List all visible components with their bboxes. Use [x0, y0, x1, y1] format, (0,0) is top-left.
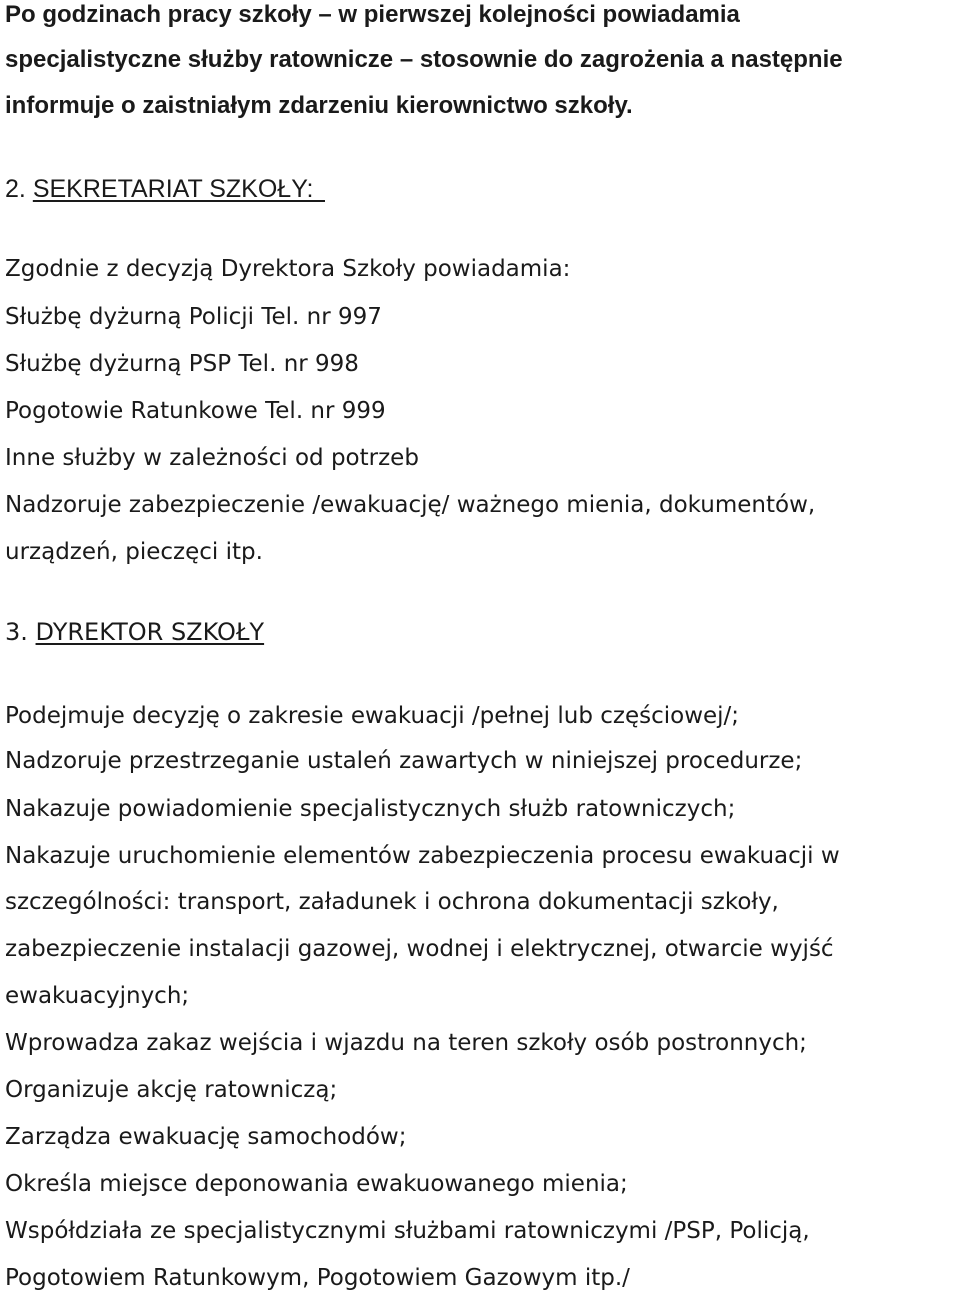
intro-line: informuje o zaistniałym zdarzeniu kierownictwo szkoły. [5, 92, 633, 119]
section-3-line: Organizuje akcję ratowniczą; [5, 1077, 338, 1103]
section-number: 3. [5, 618, 28, 646]
section-3-line: Współdziała ze specjalistycznymi służbami ratowniczymi /PSP, Policją, [5, 1218, 810, 1244]
section-3-line: zabezpieczenie instalacji gazowej, wodnej i elektrycznej, otwarcie wyjść [5, 936, 834, 962]
section-3-heading [5, 617, 264, 647]
section-2-line: Nadzoruje zabezpieczenie /ewakuację/ ważnego mienia, dokumentów, [5, 492, 816, 518]
section-2-line: Inne służby w zależności od potrzeb [5, 445, 419, 471]
section-3-line: Nadzoruje przestrzeganie ustaleń zawartych w niniejszej procedurze; [5, 748, 803, 774]
section-2-line: Służbę dyżurną Policji Tel. nr 997 [5, 304, 382, 330]
heading-underline [313, 199, 325, 202]
section-3-line: ewakuacyjnych; [5, 983, 190, 1009]
section-2-line: urządzeń, pieczęci itp. [5, 539, 263, 565]
intro-line: specjalistyczne służby ratownicze – stosownie do zagrożenia a następnie [5, 46, 843, 73]
section-3-line: Zarządza ewakuację samochodów; [5, 1124, 407, 1150]
section-2-line: Pogotowie Ratunkowe Tel. nr 999 [5, 398, 386, 424]
section-number: 2. [5, 175, 26, 203]
section-3-line: Określa miejsce deponowania ewakuowanego mienia; [5, 1171, 628, 1197]
section-3-line: szczególności: transport, załadunek i ochrona dokumentacji szkoły, [5, 889, 779, 915]
section-3-line: Nakazuje uruchomienie elementów zabezpieczenia procesu ewakuacji w [5, 843, 840, 869]
section-3-line: Podejmuje decyzję o zakresie ewakuacji /pełnej lub częściowej/; [5, 703, 740, 729]
section-title: DYREKTOR SZKOŁY [35, 618, 265, 646]
section-2-heading [5, 174, 325, 204]
section-3-line: Pogotowiem Ratunkowym, Pogotowiem Gazowym itp./ [5, 1265, 630, 1291]
section-3-line: Wprowadza zakaz wejścia i wjazdu na teren szkoły osób postronnych; [5, 1030, 807, 1056]
section-2-line: Zgodnie z decyzją Dyrektora Szkoły powiadamia: [5, 256, 571, 282]
section-2-line: Służbę dyżurną PSP Tel. nr 998 [5, 351, 359, 377]
section-title: SEKRETARIAT SZKOŁY: [32, 175, 314, 203]
intro-line: Po godzinach pracy szkoły – w pierwszej kolejności powiadamia [5, 1, 740, 28]
section-3-line: Nakazuje powiadomienie specjalistycznych służb ratowniczych; [5, 796, 736, 822]
